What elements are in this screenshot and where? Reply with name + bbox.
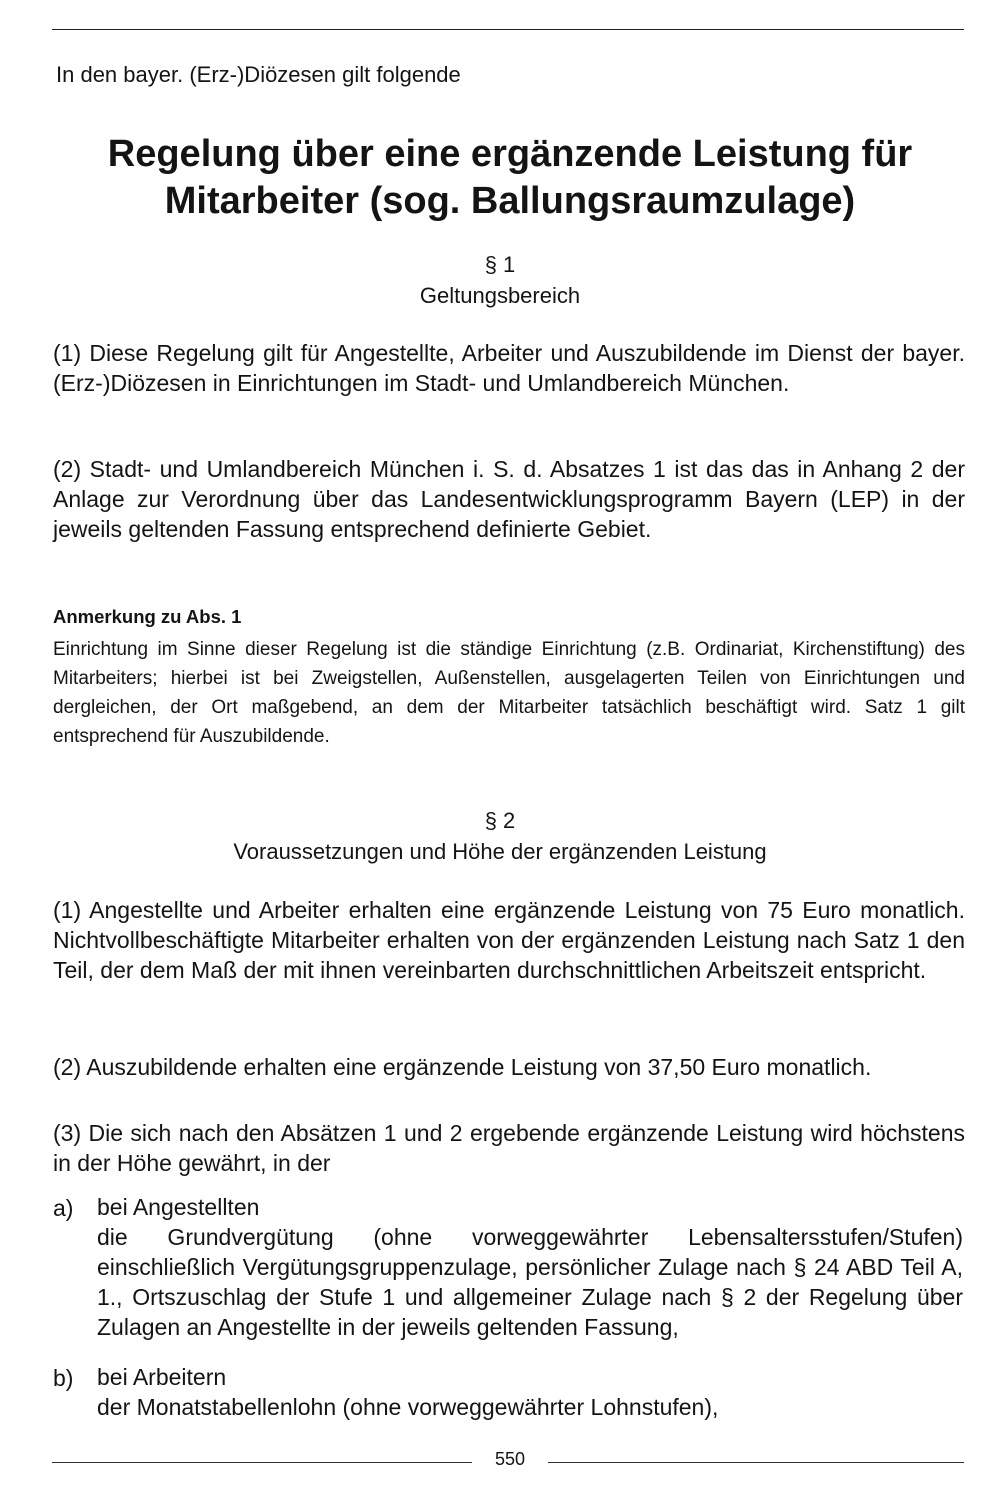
section-1-paragraph-2: (2) Stadt- und Umlandbereich München i. S. d. Absatzes 1 ist das das in Anhang 2 der Anlage zur Verordnung über das Landesentwicklungsprogramm Bayern (LEP) in der jeweils geltenden Fassung entsprechend definierte Gebiet. xyxy=(53,456,965,542)
section-2-heading: Voraussetzungen und Höhe der ergänzenden Leistung xyxy=(233,839,767,864)
list-item-a-heading: bei Angestellten xyxy=(97,1194,260,1220)
section-2-paragraph-1: (1) Angestellte und Arbeiter erhalten eine ergänzende Leistung von 75 Euro monatlich. Nichtvollbeschäftigte Mitarbeiter erhalten von der ergänzenden Leistung nach Satz 1 den Teil, der dem Maß der mit ihnen vereinbarten durchschnittlichen Arbeitszeit entspricht. xyxy=(53,897,965,983)
section-1-paragraph-1: (1) Diese Regelung gilt für Angestellte, Arbeiter und Auszubildende im Dienst der bayer. (Erz-)Diözesen in Einrichtungen im Stadt- und Umlandbereich München. xyxy=(53,340,965,396)
note-body: Einrichtung im Sinne dieser Regelung ist die ständige Einrichtung (z.B. Ordinariat, Kirchenstiftung) des Mitarbeiters; hierbei ist bei Zweigstellen, Außenstellen, ausgelagerten Teilen von Einrichtungen und dergleichen, der Ort maßgebend, an dem der Mitarbeiter tatsächlich beschäftigt wird. Satz 1 gilt entsprechend für Auszubildende. xyxy=(53,639,965,747)
section-2-paragraph-3: (3) Die sich nach den Absätzen 1 und 2 ergebende ergänzende Leistung wird höchstens in der Höhe gewährt, in der xyxy=(53,1120,965,1176)
list-item-b-label: b) xyxy=(53,1365,74,1391)
list-item-b xyxy=(97,1362,963,1422)
footer-rule-right xyxy=(548,1462,964,1463)
intro-line: In den bayer. (Erz-)Diözesen gilt folgende xyxy=(56,62,461,87)
title-line-2: Mitarbeiter (sog. Ballungsraumzulage) xyxy=(164,180,856,222)
section-2-number: § 2 xyxy=(484,808,516,833)
section-1-number: § 1 xyxy=(484,252,516,277)
section-2-paragraph-2: (2) Auszubildende erhalten eine ergänzende Leistung von 37,50 Euro monatlich. xyxy=(53,1054,872,1080)
list-item-a xyxy=(97,1192,963,1342)
section-1-heading: Geltungsbereich xyxy=(419,283,581,308)
footer-rule-left xyxy=(52,1462,472,1463)
list-item-b-heading: bei Arbeitern xyxy=(97,1364,227,1390)
list-item-a-label: a) xyxy=(53,1195,74,1221)
page-number: 550 xyxy=(494,1449,526,1469)
note-heading: Anmerkung zu Abs. 1 xyxy=(53,606,242,627)
list-item-b-text: der Monatstabellenlohn (ohne vorweggewährter Lohnstufen), xyxy=(97,1394,719,1420)
top-rule xyxy=(52,29,964,30)
document-title xyxy=(40,131,980,225)
title-line-1: Regelung über eine ergänzende Leistung für xyxy=(107,133,913,175)
list-item-a-text: die Grundvergütung (ohne vorweggewährter Lebensaltersstufen/Stufen) einschließlich Vergütungsgruppenzulage, persönlicher Zulage nach § 24 ABD Teil A, 1., Ortszuschlag der Stufe 1 und allgemeiner Zulage nach § 2 der Regelung über Zulagen an Angestellte in der jeweils geltenden Fassung, xyxy=(97,1224,963,1340)
